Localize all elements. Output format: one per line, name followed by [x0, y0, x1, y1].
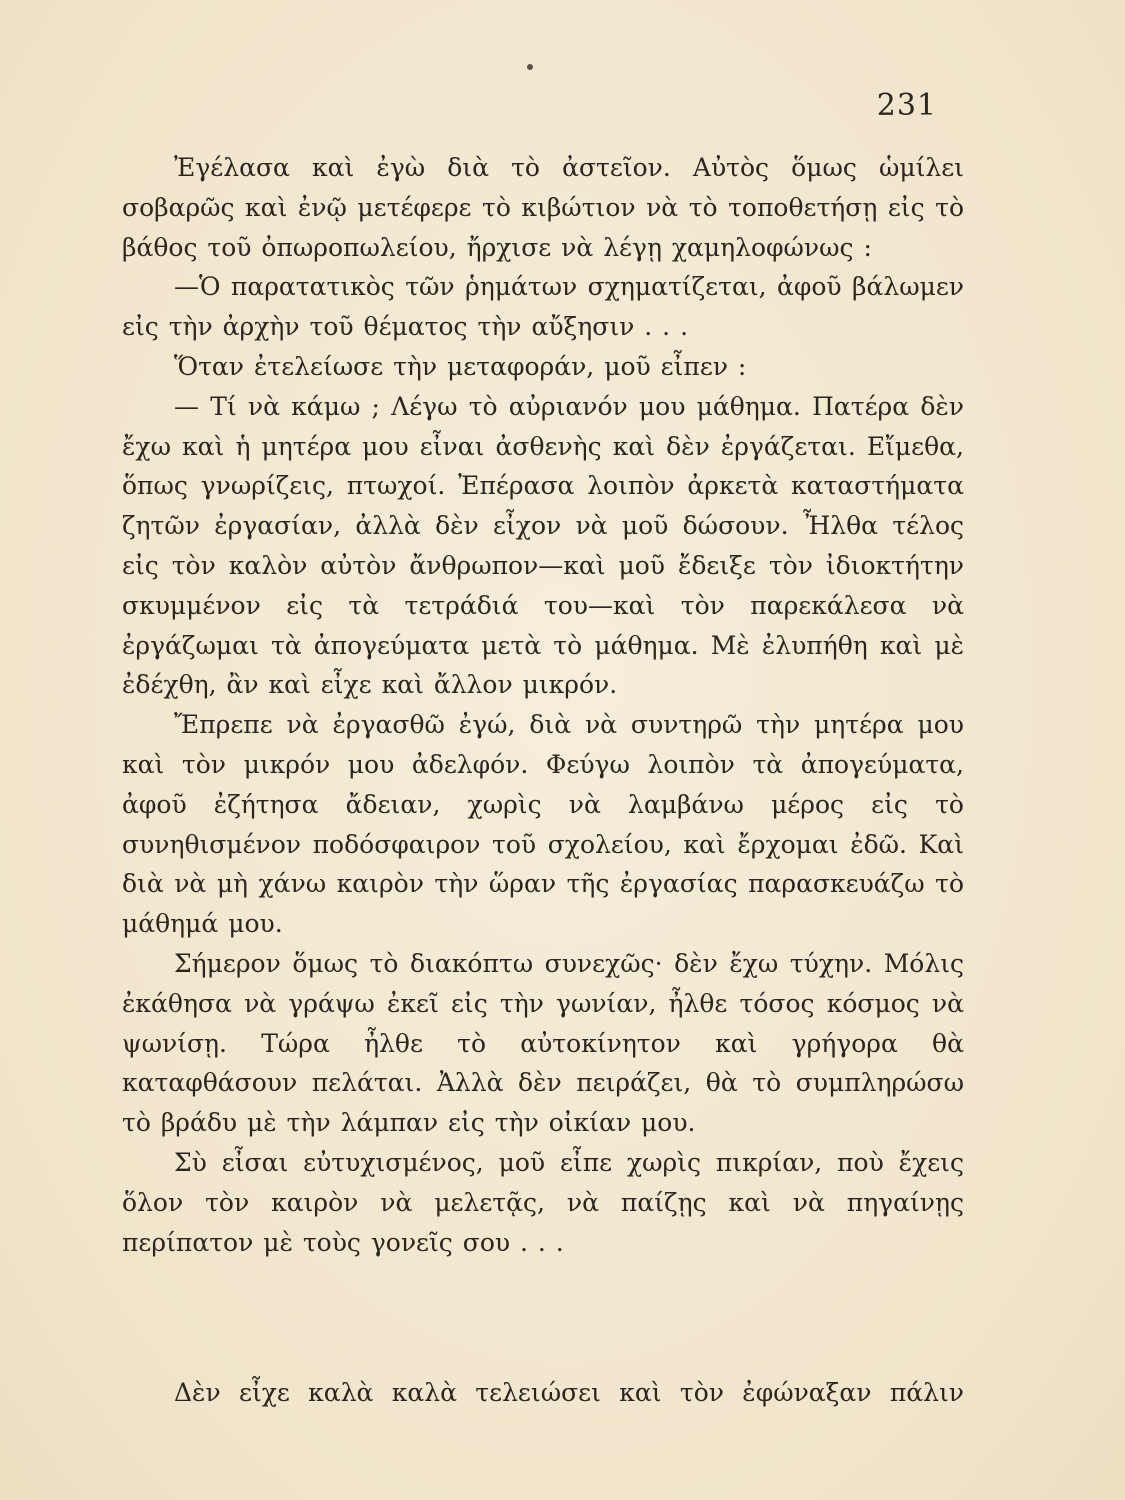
paragraph-4: — Τί νὰ κάμω ; Λέγω τὸ αὐριανόν μου μάθημα. Πατέρα δὲν ἔχω καὶ ἡ μητέρα μου εἶναι ἀσθενὴς καὶ δὲν ἐργάζεται. Εἴμεθα, ὅπως γνωρίζεις, πτωχοί. Ἐπέρασα λοιπὸν ἀρκετὰ καταστήματα ζητῶν ἐργασίαν, ἀλλὰ δὲν εἶχον νὰ μοῦ δώσουν. Ἦλθα τέλος εἰς τὸν καλὸν αὐτὸν ἄνθρωπον—καὶ μοῦ ἔδειξε τὸν ἰδιοκτήτην σκυμμένον εἰς τὰ τετράδιά του—καὶ τὸν παρεκάλεσα νὰ ἐργάζωμαι τὰ ἀπογεύματα μετὰ τὸ μάθημα. Μὲ ἐλυπήθη καὶ μὲ ἐδέχθη, ἂν καὶ εἶχε καὶ ἄλλον μικρόν.	[122, 391, 964, 700]
final-line: Δὲν εἶχε καλὰ καλὰ τελειώσει καὶ τὸν ἐφώναξαν πάλιν	[174, 1378, 964, 1407]
page-number: 231	[876, 88, 937, 123]
paragraph-2: —Ὁ παρατατικὸς τῶν ῥημάτων σχηματίζεται, ἀφοῦ βάλωμεν εἰς τὴν ἀρχὴν τοῦ θέματος τὴν αὔξησιν . . .	[122, 272, 964, 342]
paragraph-6: Σήμερον ὅμως τὸ διακόπτω συνεχῶς· δὲν ἔχω τύχην. Μόλις ἐκάθησα νὰ γράψω ἐκεῖ εἰς τὴν γωνίαν, ἦλθε τόσος κόσμος νὰ ψωνίσῃ. Τώρα ἦλθε τὸ αὐτοκίνητον καὶ γρήγορα θὰ καταφθάσουν πελάται. Ἀλλὰ δὲν πειράζει, θὰ τὸ συμπληρώσω τὸ βράδυ μὲ τὴν λάμπαν εἰς τὴν οἰκίαν μου.	[122, 948, 964, 1138]
paragraph-3: Ὅταν ἐτελείωσε τὴν μεταφοράν, μοῦ εἶπεν :	[174, 351, 747, 381]
print-dot	[527, 64, 533, 70]
paragraph-1: Ἐγέλασα καὶ ἐγὼ διὰ τὸ ἀστεῖον. Αὐτὸς ὅμως ὡμίλει σοβαρῶς καὶ ἐνῷ μετέφερε τὸ κιβώτιον νὰ τὸ τοποθετήσῃ εἰς τὸ βάθος τοῦ ὀπωροπωλείου, ἤρχισε νὰ λέγῃ χαμηλοφώνως :	[122, 153, 964, 262]
paragraph-7: Σὺ εἶσαι εὐτυχισμένος, μοῦ εἶπε χωρὶς πικρίαν, ποὺ ἔχεις ὅλον τὸν καιρὸν νὰ μελετᾷς, νὰ παίζῃς καὶ νὰ πηγαίνῃς περίπατον μὲ τοὺς γονεῖς σου . . .	[122, 1147, 964, 1257]
paragraph-5: Ἔπρεπε νὰ ἐργασθῶ ἐγώ, διὰ νὰ συντηρῶ τὴν μητέρα μου καὶ τὸν μικρόν μου ἀδελφόν. Φεύγω λοιπὸν τὰ ἀπογεύματα, ἀφοῦ ἐζήτησα ἄδειαν, χωρὶς νὰ λαμβάνω μέρος εἰς τὸ συνηθισμένον ποδόσφαιρον τοῦ σχολείου, καὶ ἔρχομαι ἐδῶ. Καὶ διὰ νὰ μὴ χάνω καιρὸν τὴν ὥραν τῆς ἐργασίας παρασκευάζω τὸ μάθημά μου.	[122, 710, 964, 939]
body-text	[122, 148, 964, 1262]
